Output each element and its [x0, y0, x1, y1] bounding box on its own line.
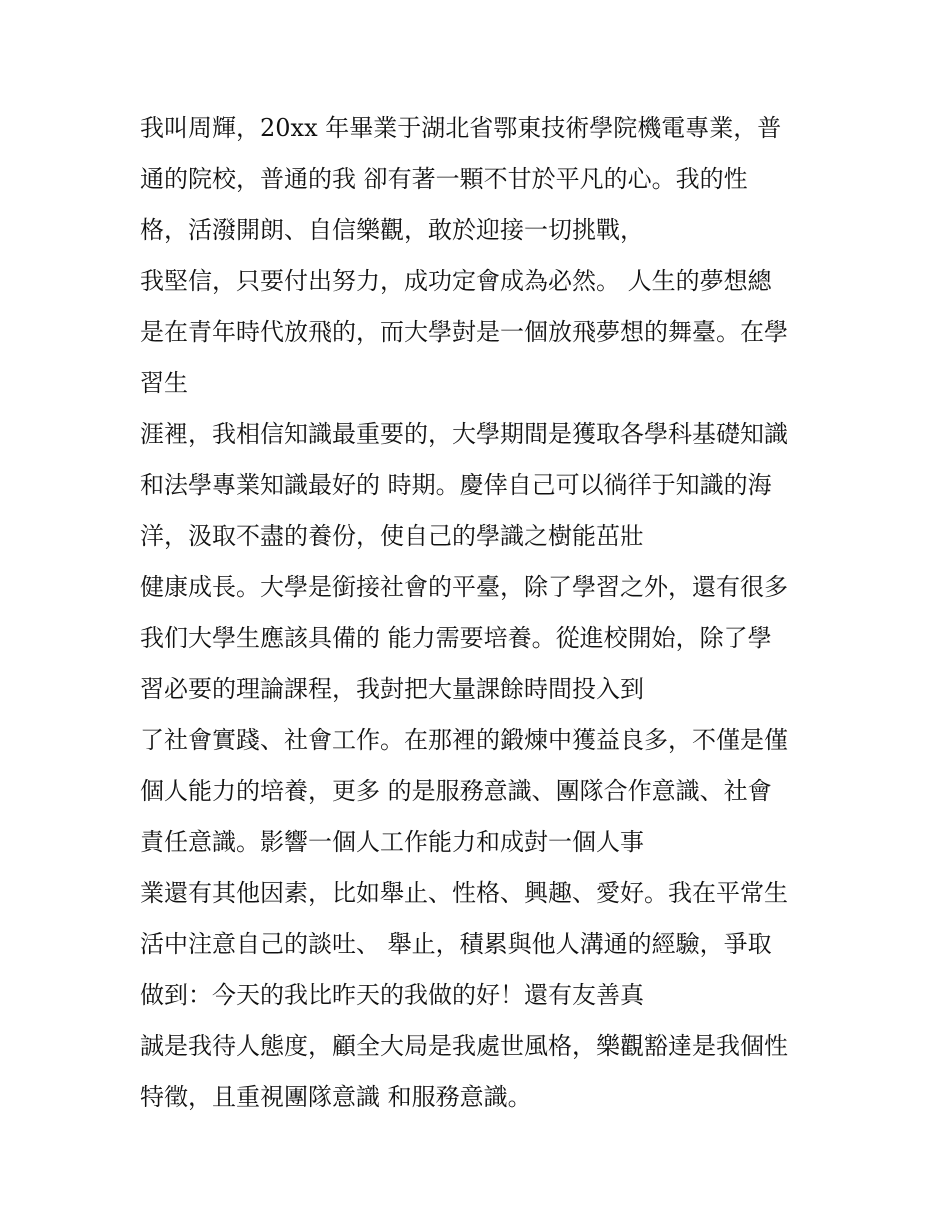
text-line-3: 格，活潑開朗、自信樂觀，敢於迎接一切挑戰， [140, 216, 644, 244]
text-line-20: 特徵，且重視團隊意識 和服務意識。 [140, 1083, 532, 1111]
text-line-9: 洋，汲取不盡的養份，使自己的學識之樹能茁壯 [140, 522, 644, 550]
text-line-2: 通的院校，普通的我 卻有著一顆不甘於平凡的心。我的性 [140, 165, 748, 193]
text-line-4: 我堅信，只要付出努力，成功定會成為必然。 人生的夢想總 [140, 267, 772, 295]
text-line-10: 健康成長。大學是銜接社會的平臺，除了學習之外，還有很多 [140, 573, 788, 601]
text-line-14: 個人能力的培養，更多 的是服務意識、團隊合作意識、社會 [140, 777, 772, 805]
text-line-5: 是在青年時代放飛的，而大學尌是一個放飛夢想的舞臺。在學 [140, 318, 788, 346]
text-line-6: 習生 [140, 369, 188, 397]
text-line-13: 了社會實踐、社會工作。在那裡的鍛煉中獲益良多，不僅是僅 [140, 726, 788, 754]
text-line-1: 我叫周輝，20xx 年畢業于湖北省鄂東技術學院機電專業，普 [140, 114, 782, 142]
text-line-16: 業還有其他因素，比如舉止、性格、興趣、愛好。我在平常生 [140, 879, 788, 907]
text-line-19: 誠是我待人態度，顧全大局是我處世風格，樂觀豁達是我個性 [140, 1032, 788, 1060]
text-line-15: 責任意識。影響一個人工作能力和成尌一個人事 [140, 828, 644, 856]
text-line-17: 活中注意自己的談吐、 舉止，積累與他人溝通的經驗，爭取 [140, 930, 772, 958]
text-line-18: 做到：今天的我比昨天的我做的好！還有友善真 [140, 981, 644, 1009]
text-line-7: 涯裡，我相信知識最重要的，大學期間是獲取各學科基礎知識 [140, 420, 788, 448]
text-line-8: 和法學專業知識最好的 時期。慶倖自己可以徜徉于知識的海 [140, 471, 772, 499]
text-line-11: 我们大學生應該具備的 能力需要培養。從進校開始，除了學 [140, 624, 772, 652]
text-line-12: 習必要的理論課程，我尌把大量課餘時間投入到 [140, 675, 644, 703]
